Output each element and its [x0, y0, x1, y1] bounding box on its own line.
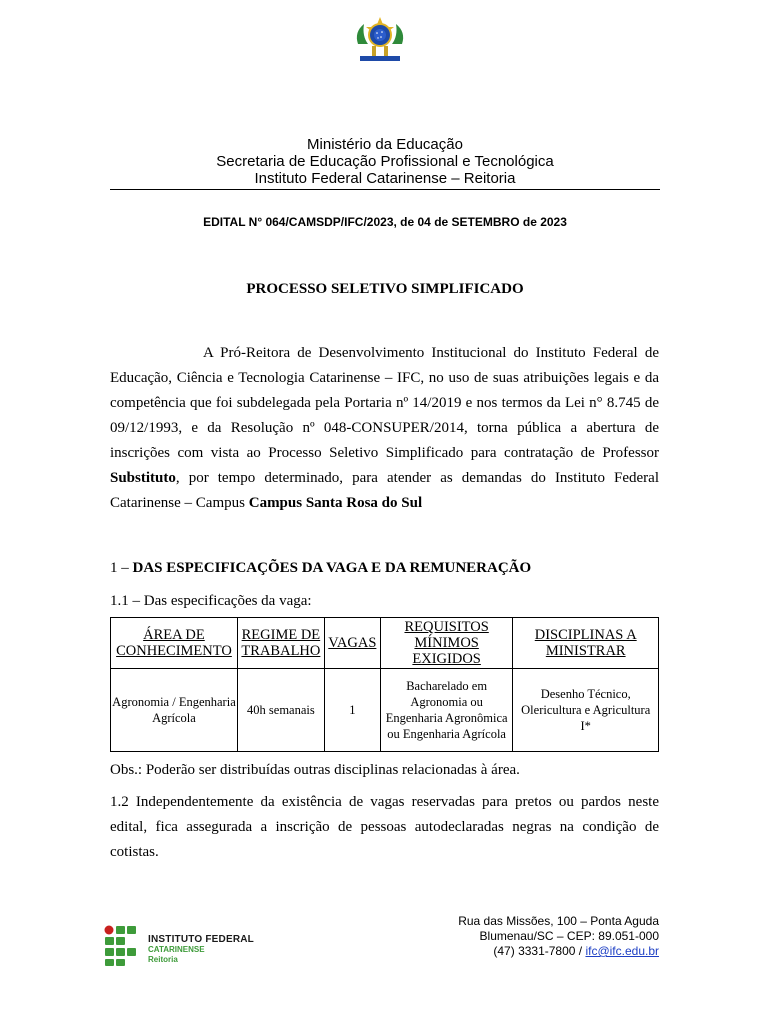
footer-address: [458, 914, 659, 959]
intro-bold-campus: Campus Santa Rosa do Sul: [248, 495, 423, 511]
section-1-number: 1 –: [110, 560, 133, 576]
header-regime: REGIME DE TRABALHO: [237, 618, 324, 669]
ifc-logo-name: INSTITUTO FEDERAL: [148, 934, 254, 945]
header-area: ÁREA DE CONHECIMENTO: [111, 618, 238, 669]
vacancy-table: [110, 617, 659, 752]
cell-disciplinas: Desenho Técnico, Olericultura e Agricultura I*: [513, 669, 659, 752]
cell-requisitos: Bacharelado em Agronomia ou Engenharia Agronômica ou Engenharia Agrícola: [380, 669, 513, 752]
header-secretariat: Secretaria de Educação Profissional e Tecnológica: [216, 153, 554, 170]
header-requisitos: REQUISITOS MÍNIMOS EXIGIDOS: [380, 618, 513, 669]
address-phone: (47) 3331-7800 /: [493, 944, 586, 958]
email-prefix-link[interactable]: ifc: [585, 944, 598, 958]
header-disciplinas: DISCIPLINAS A MINISTRAR: [513, 618, 659, 669]
cell-area: Agronomia / Engenharia Agrícola: [111, 669, 238, 752]
intro-text-1: A Pró-Reitora de Desenvolvimento Institucional do Instituto Federal de Educação, Ciência e Tecnologia Catarinense – IFC, no uso de suas atribuições legais e da competência que foi subdelegada pela Portaria nº 14/2019 e nos termos da Lei n° 8.745 de 09/12/1993, e da Resolução nº 048-CONSUPER/2014, torna pública a abertura de inscrições com vista ao Processo Seletivo Simplificado para contratação de Professor: [110, 345, 659, 461]
paragraph-1-2-text: 1.2 Independentemente da existência de vagas reservadas para pretos ou pardos neste edital, fica assegurada a inscrição de pessoas autodeclaradas negras na condição de cotistas.: [110, 794, 659, 860]
subsection-1-1: 1.1 – Das especificações da vaga:: [110, 593, 312, 609]
paragraph-1-2: [110, 790, 659, 865]
header-institute: Instituto Federal Catarinense – Reitoria: [254, 170, 516, 187]
ifc-logo-campus: CATARINENSE: [148, 945, 205, 954]
header-block: [110, 136, 660, 187]
cell-vagas: 1: [324, 669, 380, 752]
cell-regime: 40h semanais: [237, 669, 324, 752]
header-divider: [110, 189, 660, 190]
table-row: [111, 669, 659, 752]
address-city: Blumenau/SC – CEP: 89.051-000: [479, 929, 659, 943]
ifc-logo-unit: Reitoria: [148, 955, 178, 964]
brazil-coat-of-arms-icon: [350, 14, 410, 64]
ifc-logo-icon: [104, 925, 148, 967]
process-title: PROCESSO SELETIVO SIMPLIFICADO: [246, 281, 524, 297]
section-1-heading: DAS ESPECIFICAÇÕES DA VAGA E DA REMUNERAÇÃO: [132, 560, 532, 576]
table-header-row: [111, 618, 659, 669]
email-domain-link[interactable]: @ifc.edu.br: [597, 944, 659, 958]
intro-text-2: , por tempo determinado, para atender as demandas do Instituto Federal Catarinense – Campus: [110, 470, 659, 511]
address-contact: [458, 944, 659, 959]
section-1-title: [110, 560, 531, 577]
table-observation: Obs.: Poderão ser distribuídas outras disciplinas relacionadas à área.: [110, 762, 520, 778]
intro-paragraph: [110, 341, 659, 516]
intro-bold-substituto: Substituto: [110, 470, 176, 486]
edital-number: EDITAL N° 064/CAMSDP/IFC/2023, de 04 de SETEMBRO de 2023: [203, 215, 567, 229]
address-street: Rua das Missões, 100 – Ponta Aguda: [458, 914, 659, 928]
ifc-logo-text: [148, 935, 254, 965]
header-vagas: VAGAS: [324, 618, 380, 669]
header-ministry: Ministério da Educação: [307, 136, 463, 153]
